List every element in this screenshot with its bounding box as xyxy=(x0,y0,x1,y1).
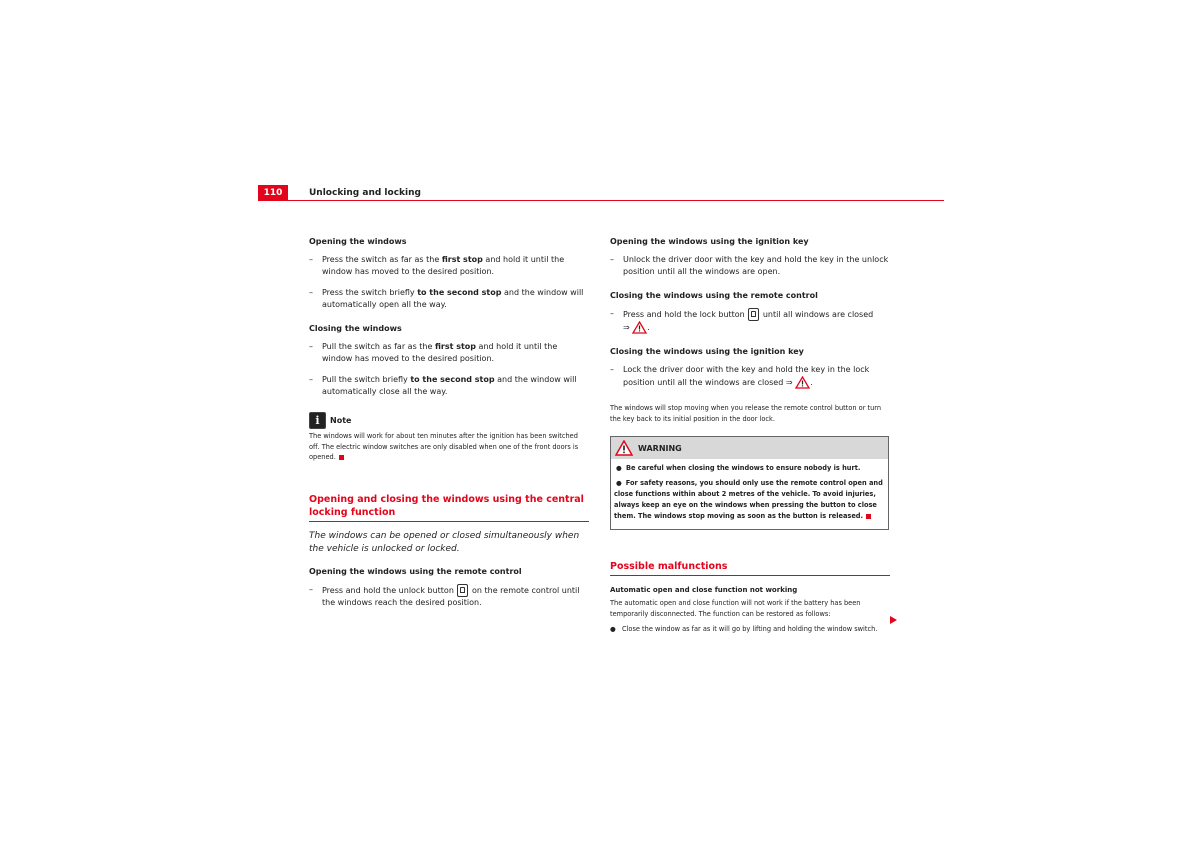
opening-heading: Opening the windows xyxy=(309,237,407,246)
unlock-button-icon xyxy=(457,584,468,597)
dash: – xyxy=(610,309,614,318)
key-close-heading: Closing the windows using the ignition key xyxy=(610,347,804,356)
right-column xyxy=(610,236,890,635)
dash: – xyxy=(610,255,614,264)
central-locking-intro: The windows can be opened or closed simultaneously when the vehicle is unlocked or locked. xyxy=(309,530,580,554)
closing-step-1: – Pull the switch as far as the first stop and hold it until the window has moved to the desired position. xyxy=(309,342,558,363)
dash: – xyxy=(610,365,614,374)
malfunction-text: The automatic open and close function will not work if the battery has been temporarily disconnected. The function can be restored as follows: xyxy=(610,599,861,618)
note-header xyxy=(309,412,589,429)
warning-label: WARNING xyxy=(638,443,682,453)
chapter-title: Unlocking and locking xyxy=(309,188,421,198)
dash: – xyxy=(309,255,313,264)
remote-close-step: – Press and hold the lock button until all windows are closed ⇒ . xyxy=(610,309,874,332)
note-label: Note xyxy=(330,416,352,425)
stop-text: The windows will stop moving when you release the remote control button or turn the key back to its initial position in the door lock. xyxy=(610,404,882,423)
warning-bullet-1: ● Be careful when closing the windows to ensure nobody is hurt. xyxy=(616,464,861,472)
dash: – xyxy=(309,584,313,594)
header-rule xyxy=(258,200,944,201)
warning-header xyxy=(611,437,888,459)
dash: – xyxy=(309,375,313,384)
bullet: ● xyxy=(610,625,616,633)
page-number: 110 xyxy=(258,185,288,201)
malfunction-bullet: ● Close the window as far as it will go by lifting and holding the window switch. xyxy=(610,625,878,633)
arrow-symbol: ⇒ xyxy=(785,378,793,387)
warning-box xyxy=(610,436,889,530)
opening-step-2: – Press the switch briefly to the second stop and the window will automatically open all the way. xyxy=(309,288,584,309)
end-marker-icon xyxy=(339,455,344,460)
warning-triangle-icon xyxy=(632,321,647,334)
lock-button-icon xyxy=(748,308,759,321)
bullet: ● xyxy=(616,464,622,472)
info-icon: i xyxy=(309,412,326,429)
central-locking-title: Opening and closing the windows using the central locking function xyxy=(309,493,589,522)
remote-open-heading: Opening the windows using the remote control xyxy=(309,566,522,576)
arrow-symbol: ⇒ xyxy=(623,323,630,332)
key-open-heading: Opening the windows using the ignition key xyxy=(610,237,809,246)
remote-close-heading: Closing the windows using the remote control xyxy=(610,291,818,300)
remote-open-step: – Press and hold the unlock button on the remote control until the windows reach the desired position. xyxy=(309,584,580,607)
warning-bullet-2: ● For safety reasons, you should only use the remote control open and close functions within about 2 metres of the vehicle. To avoid injuries, always keep an eye on the windows when pressing the button to close them. The windows stop moving as soon as the button is released. xyxy=(614,479,883,520)
bullet: ● xyxy=(616,479,622,487)
dash: – xyxy=(309,342,313,351)
key-open-step: – Unlock the driver door with the key and hold the key in the unlock position until all the windows are open. xyxy=(610,255,889,276)
left-column xyxy=(309,236,589,618)
malfunction-subheading: Automatic open and close function not working xyxy=(610,586,798,594)
next-page-arrow-icon xyxy=(890,616,897,624)
opening-step-1: – Press the switch as far as the first stop and hold it until the window has moved to the desired position. xyxy=(309,255,565,276)
closing-heading: Closing the windows xyxy=(309,324,402,333)
malfunctions-title: Possible malfunctions xyxy=(610,560,890,576)
key-close-step: – Lock the driver door with the key and hold the key in the lock position until all the windows are closed ⇒ . xyxy=(610,365,870,387)
note-text: The windows will work for about ten minutes after the ignition has been switched off. The electric window switches are only disabled when one of the front doors is opened. xyxy=(309,432,579,461)
warning-body xyxy=(611,459,888,529)
warning-triangle-icon xyxy=(615,440,633,456)
warning-triangle-icon xyxy=(795,376,810,389)
end-marker-icon xyxy=(866,514,871,519)
closing-step-2: – Pull the switch briefly to the second stop and the window will automatically close all the way. xyxy=(309,375,577,396)
dash: – xyxy=(309,288,313,297)
